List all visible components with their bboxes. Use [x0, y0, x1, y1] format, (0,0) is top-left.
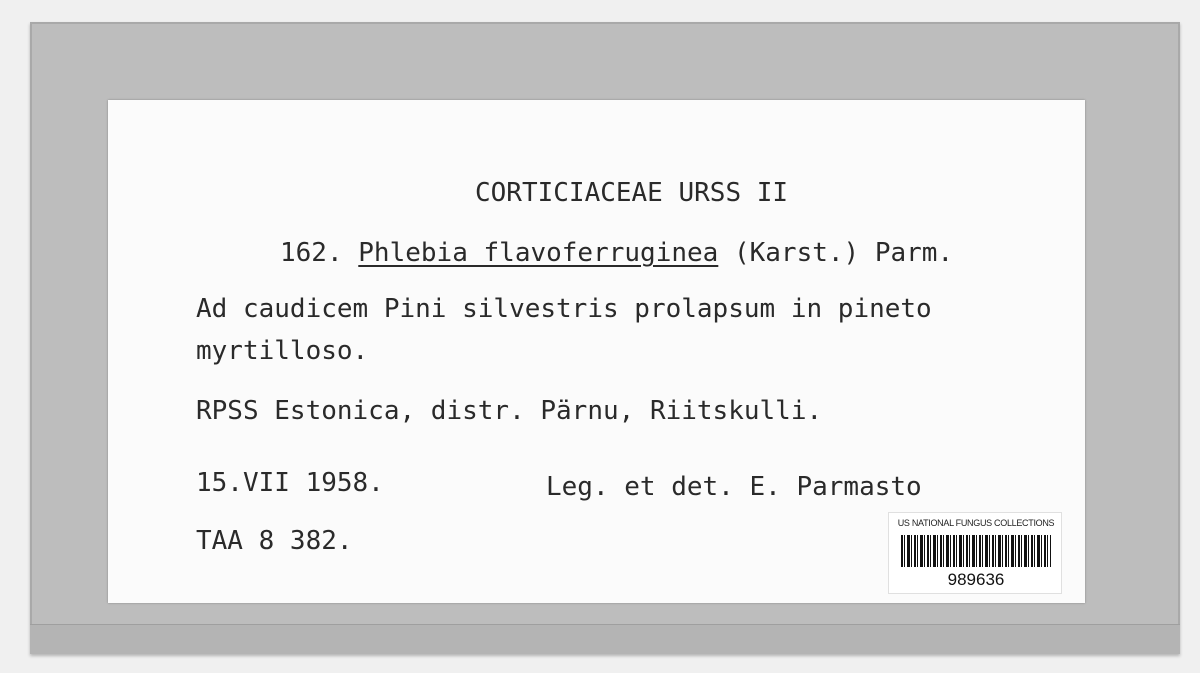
collector: Leg. et det. E. Parmasto — [546, 472, 922, 502]
packet-fold — [30, 624, 1180, 654]
barcode-icon — [901, 535, 1051, 567]
habitat-line-2: myrtilloso. — [196, 336, 369, 366]
species-line — [280, 240, 953, 266]
barcode-label — [888, 512, 1062, 594]
habitat-line-1: Ad caudicem Pini silvestris prolapsum in pineto — [196, 294, 932, 324]
species-authority: (Karst.) Parm. — [733, 238, 954, 268]
species-name: Phlebia flavoferruginea — [358, 238, 719, 268]
collection-date: 15.VII 1958. — [196, 468, 384, 498]
barcode-number: 989636 — [947, 570, 1005, 589]
barcode-title: US NATIONAL FUNGUS COLLECTIONS — [897, 518, 1055, 528]
locality: RPSS Estonica, distr. Pärnu, Riitskulli. — [196, 396, 823, 426]
herbarium-number: TAA 8 382. — [196, 526, 353, 556]
specimen-number: 162. — [280, 238, 343, 268]
series-title: CORTICIACEAE URSS II — [475, 178, 789, 208]
